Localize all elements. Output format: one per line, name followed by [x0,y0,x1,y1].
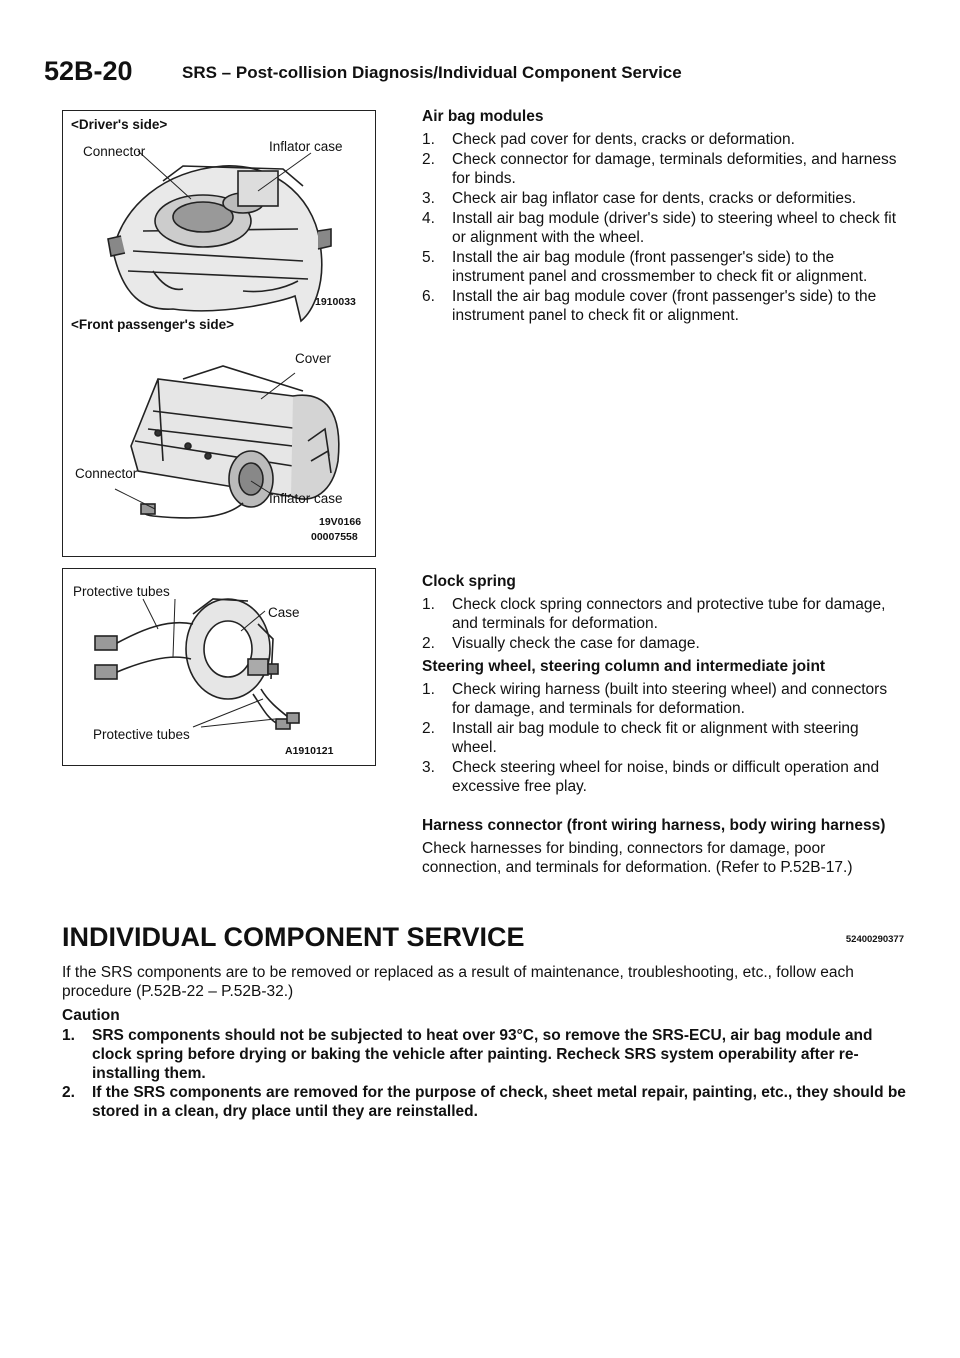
figure-code-4: A1910121 [285,745,334,757]
individual-component-service-header [62,922,904,956]
list-item: 2. Visually check the case for damage. [422,635,700,652]
figure-code-2: 19V0166 [319,516,362,528]
list-item: 3. Check steering wheel for noise, binds or difficult operation and excessive free play. [422,759,880,795]
clock-spring-heading: Clock spring [422,573,516,590]
page-header [44,56,916,86]
protective-tube-leader-line-1 [143,599,158,629]
figure-code-3: 00007558 [311,531,358,543]
inflator-case-label-2: Inflator case [269,491,343,506]
figure-code-1: 1910033 [315,296,356,308]
caution-block [62,1006,912,1121]
list-item: 3. Check air bag inflator case for dents, cracks or deformities. [422,190,857,207]
section-intro: If the SRS components are to be removed or replaced as a result of maintenance, troubleshooting, etc., follow each procedure (P.52B-22 – P.52B-32.) [62,964,854,1000]
connector-label: Connector [83,144,146,159]
clock-spring-list [422,595,902,653]
list-item: 2. If the SRS components are removed for the purpose of check, sheet metal repair, painting, etc., they should be stored in a clean, dry place until they are reinstalled. [62,1084,906,1120]
harness-body: Check harnesses for binding, connectors for damage, poor connection, and terminals for deformation. (Refer to P.52B-17.) [422,840,853,876]
list-item: 2. Check connector for damage, terminals deformities, and harness for binds. [422,151,897,187]
list-item: 1. Check pad cover for dents, cracks or deformation. [422,131,795,148]
list-item: 1. Check clock spring connectors and protective tube for damage, and terminals for deformation. [422,596,886,632]
steering-heading: Steering wheel, steering column and intermediate joint [422,658,826,675]
protective-tubes-label-top: Protective tubes [73,584,170,599]
section-code: 52400290377 [845,934,904,945]
clock-spring-figure [62,568,376,766]
case-label: Case [268,605,300,620]
drivers-airbag-illustration [108,166,331,321]
air-bag-modules-illustration [63,111,375,556]
air-bag-modules-heading: Air bag modules [422,108,544,125]
air-bag-modules-section [422,107,902,326]
connector-label-2: Connector [75,466,138,481]
protective-tube-leader-line-2 [173,599,175,657]
air-bag-modules-list [422,130,902,325]
steering-list [422,680,902,796]
caution-title: Caution [62,1007,120,1024]
air-bag-modules-figure [62,110,376,557]
list-item: 2. Install air bag module to check fit or alignment with steering wheel. [422,720,859,756]
connector-leader-line-2 [115,489,155,509]
section-title: INDIVIDUAL COMPONENT SERVICE [62,922,525,952]
cover-label: Cover [295,351,332,366]
protective-tube-leader-line-3 [193,699,263,727]
list-item: 1. Check wiring harness (built into steering wheel) and connectors for damage, and terminals for deformation. [422,681,888,717]
drivers-side-label: <Driver's side> [71,117,168,132]
inflator-case-label: Inflator case [269,139,343,154]
list-item: 4. Install air bag module (driver's side) to steering wheel to check fit or alignment with the wheel. [422,210,897,246]
page-number: 52B-20 [44,56,133,86]
protective-tubes-label-bottom: Protective tubes [93,727,190,742]
caution-list [62,1026,912,1121]
front-passenger-side-label: <Front passenger's side> [71,317,235,332]
protective-tube-leader-line-4 [201,719,275,727]
harness-heading: Harness connector (front wiring harness, body wiring harness) [422,817,886,834]
list-item: 1. SRS components should not be subjected to heat over 93°C, so remove the SRS-ECU, air bag module and clock spring before drying or baking the vehicle after painting. Recheck SRS system operability after re-installing them. [62,1027,873,1082]
page-title: SRS – Post-collision Diagnosis/Individual Component Service [182,63,682,82]
list-item: 5. Install the air bag module (front passenger's side) to the instrument panel and crossmember to check fit or alignment. [422,249,868,285]
clock-spring-section [422,572,902,877]
list-item: 6. Install the air bag module cover (front passenger's side) to the instrument panel to check fit or alignment. [422,288,877,324]
